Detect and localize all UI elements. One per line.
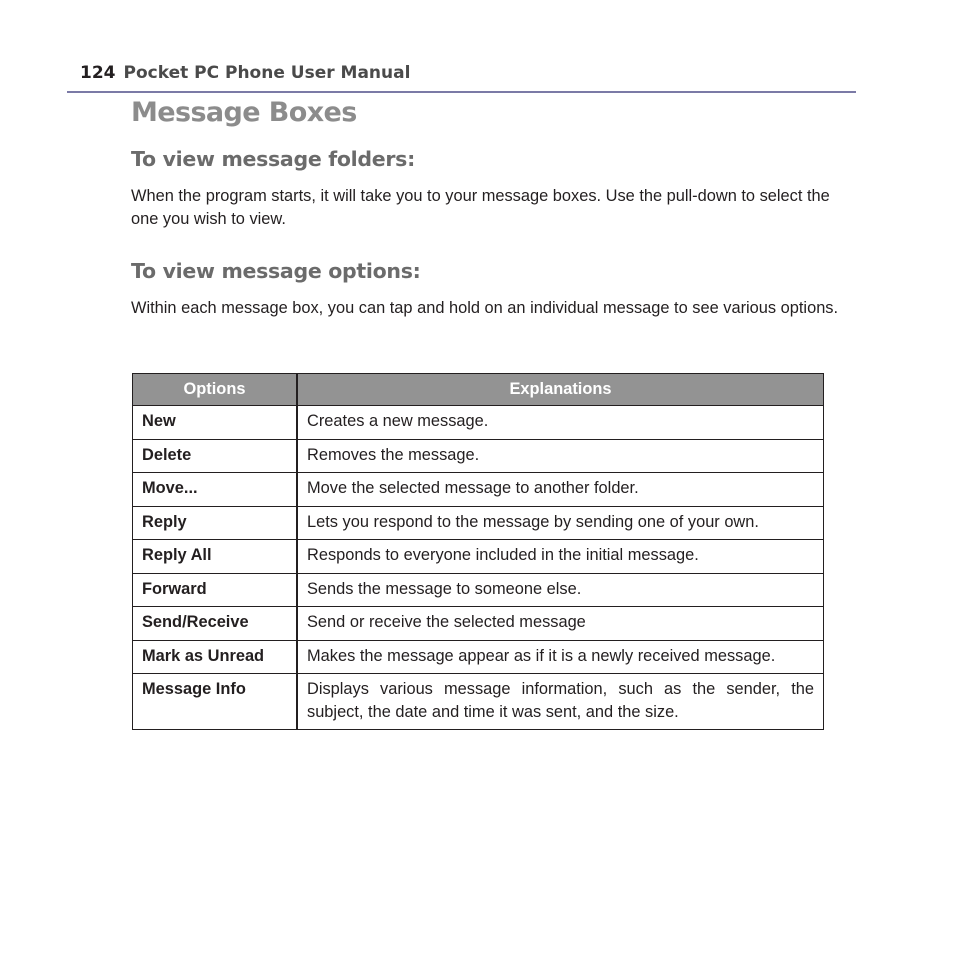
page-header: [67, 63, 856, 93]
table-header-row: [133, 374, 824, 406]
explanation-cell: Lets you respond to the message by sending one of your own.: [297, 506, 824, 540]
explanation-cell: Makes the message appear as if it is a newly received message.: [297, 640, 824, 674]
option-cell: Mark as Unread: [133, 640, 298, 674]
section-body-options: Within each message box, you can tap and hold on an individual message to see various options.: [131, 299, 839, 317]
column-header-options: Options: [133, 374, 298, 406]
explanation-cell: Move the selected message to another folder.: [297, 473, 824, 507]
explanation-cell: Removes the message.: [297, 439, 824, 473]
explanation-cell: Responds to everyone included in the initial message.: [297, 540, 824, 574]
page-number: 124: [80, 63, 116, 83]
table-row: [133, 540, 824, 574]
option-cell: Forward: [133, 573, 298, 607]
table-row: [133, 573, 824, 607]
table-row: [133, 439, 824, 473]
table-row: [133, 607, 824, 641]
column-header-explanations: Explanations: [297, 374, 824, 406]
options-table: [132, 373, 824, 730]
option-cell: Send/Receive: [133, 607, 298, 641]
explanation-cell: Sends the message to someone else.: [297, 573, 824, 607]
explanation-cell: Displays various message information, such as the sender, the subject, the date and time it was sent, and the size.: [297, 674, 824, 730]
section-heading-options: To view message options:: [131, 259, 421, 283]
explanation-cell: Creates a new message.: [297, 406, 824, 440]
option-cell: New: [133, 406, 298, 440]
option-cell: Reply All: [133, 540, 298, 574]
manual-title: Pocket PC Phone User Manual: [123, 63, 411, 83]
table-row: [133, 473, 824, 507]
option-cell: Message Info: [133, 674, 298, 730]
option-cell: Delete: [133, 439, 298, 473]
option-cell: Reply: [133, 506, 298, 540]
page-title: Message Boxes: [131, 97, 357, 128]
section-heading-folders: To view message folders:: [131, 147, 415, 171]
table-row: [133, 640, 824, 674]
table-row: [133, 506, 824, 540]
section-body-folders: When the program starts, it will take you to your message boxes. Use the pull-down to select the one you wish to view.: [131, 187, 830, 228]
option-cell: Move...: [133, 473, 298, 507]
explanation-cell: Send or receive the selected message: [297, 607, 824, 641]
table-row: [133, 406, 824, 440]
table-row: [133, 674, 824, 730]
